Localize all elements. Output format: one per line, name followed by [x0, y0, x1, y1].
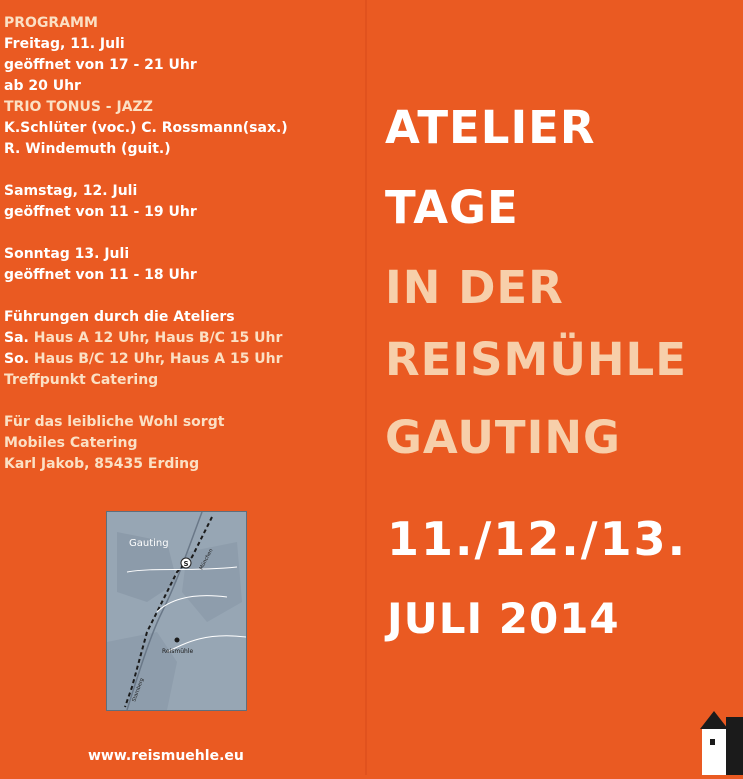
- tours-heading: Führungen durch die Ateliers: [4, 309, 235, 325]
- tours-sunday-times: Haus B/C 12 Uhr, Haus A 15 Uhr: [33, 351, 283, 367]
- saturday-date: Samstag, 12. Juli: [4, 183, 138, 199]
- title-line-2: TAGE: [385, 181, 519, 234]
- website-url: www.reismuehle.eu: [88, 748, 244, 764]
- sunday-hours: geöffnet von 11 - 18 Uhr: [4, 267, 197, 283]
- tours-saturday: [4, 328, 359, 349]
- catering-line-3: Karl Jakob, 85435 Erding: [4, 456, 200, 472]
- musicians-line-1: K.Schlüter (voc.) C. Rossmann(sax.): [4, 120, 288, 136]
- friday-hours: geöffnet von 17 - 21 Uhr: [4, 57, 197, 73]
- friday-date: Freitag, 11. Juli: [4, 36, 125, 52]
- catering-line-2: Mobiles Catering: [4, 435, 138, 451]
- map-label-muenchen: München: [198, 547, 215, 571]
- tower-house-icon: [692, 703, 743, 775]
- catering-line-1: Für das leibliche Wohl sorgt: [4, 414, 225, 430]
- title-line-5: GAUTING: [385, 411, 621, 464]
- saturday-hours: geöffnet von 11 - 19 Uhr: [4, 204, 197, 220]
- program-heading: PROGRAMM: [4, 15, 98, 31]
- title-line-1: ATELIER: [385, 101, 596, 154]
- event-month-year: JULI 2014: [387, 594, 620, 643]
- left-panel: [0, 0, 365, 775]
- musicians-line-2: R. Windemuth (guit.): [4, 141, 171, 157]
- map-graphic: [107, 512, 246, 710]
- program-text: [4, 13, 359, 475]
- friday-from: ab 20 Uhr: [4, 78, 81, 94]
- tours-meeting-point: Treffpunkt Catering: [4, 372, 159, 388]
- tours-sunday-prefix: So.: [4, 351, 30, 367]
- title-line-3: IN DER: [385, 261, 564, 314]
- map-label-gauting: Gauting: [129, 538, 169, 549]
- sunday-date: Sonntag 13. Juli: [4, 246, 130, 262]
- tours-sunday: [4, 349, 359, 370]
- map-label-reismuehle: Reismühle: [162, 648, 194, 655]
- station-letter: S: [183, 560, 189, 568]
- right-panel: [367, 0, 743, 775]
- title-line-4: REISMÜHLE: [385, 333, 687, 386]
- tours-saturday-times: Haus A 12 Uhr, Haus B/C 15 Uhr: [33, 330, 283, 346]
- band-name: TRIO TONUS - JAZZ: [4, 99, 153, 115]
- map-label-starnberg: Starnberg: [131, 677, 146, 703]
- event-days: 11./12./13.: [387, 512, 688, 566]
- tours-saturday-prefix: Sa.: [4, 330, 29, 346]
- location-map: [107, 512, 246, 710]
